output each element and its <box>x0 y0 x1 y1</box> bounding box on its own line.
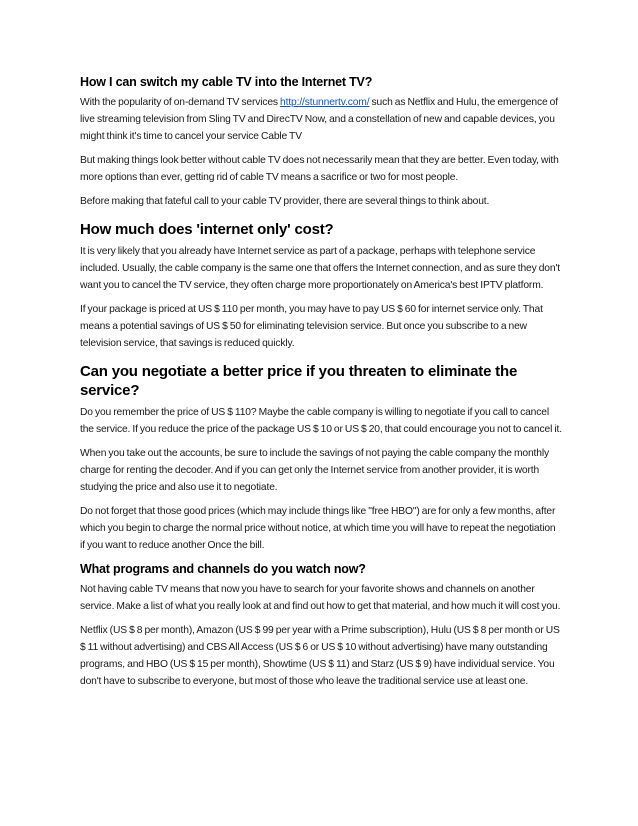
document-page <box>80 74 562 690</box>
heading-negotiate: Can you negotiate a better price if you threaten to eliminate the service? <box>80 363 518 399</box>
paragraph-before-call: Before making that fateful call to your cable TV provider, there are several things to think about. <box>80 196 490 207</box>
paragraph-accounts: When you take out the accounts, be sure to include the savings of not paying the cable company the monthly charge for renting the decoder. And if you can get only the Internet service from another provider, it is worth studying the price and also use it to negotiate. <box>80 448 549 493</box>
heading-programs-channels: What programs and channels do you watch now? <box>80 562 366 576</box>
paragraph-package: It is very likely that you already have Internet service as part of a package, perhaps with telephone service included. Usually, the cable company is the same one that offers the Internet connection, and as sure they don't want you to cancel the TV service, they often charge more proportionately on America's best IPTV platform. <box>80 246 560 291</box>
paragraph-streaming-prices: Netflix (US $ 8 per month), Amazon (US $ 99 per year with a Prime subscription), Hulu (US $ 8 per month or US $ 11 without advertising) and CBS All Access (US $ 6 or US $ 10 without advertising) have many outstanding programs, and HBO (US $ 15 per month), Showtime (US $ 11) and Starz (US $ 9) have individual service. You don't have to subscribe to everyone, but most of those who leave the traditional service use at least one. <box>80 625 560 687</box>
paragraph-better-without: But making things look better without cable TV does not necessarily mean that they are better. Even today, with more options than ever, getting rid of cable TV means a sacrifice or two for most people. <box>80 155 559 183</box>
paragraph-favorite-shows: Not having cable TV means that now you have to search for your favorite shows and channels on another service. Make a list of what you really look at and find out how to get that material, and how much it will cost you. <box>80 584 561 612</box>
heading-internet-only-cost: How much does 'internet only' cost? <box>80 221 334 238</box>
heading-switch-cable: How I can switch my cable TV into the Internet TV? <box>80 75 373 89</box>
paragraph-price-110: If your package is priced at US $ 110 per month, you may have to pay US $ 60 for internet service only. That means a potential savings of US $ 50 for eliminating television service. But once you subscribe to a new television service, that savings is reduced quickly. <box>80 304 543 349</box>
paragraph-remember-price: Do you remember the price of US $ 110? Maybe the cable company is willing to negotiate if you call to cancel the service. If you reduce the price of the package US $ 10 or US $ 20, that could encourage you not to cancel it. <box>80 407 562 435</box>
paragraph-popularity-end: such as Netflix and Hulu, the emergence of live streaming television from Sling TV and DirecTV Now, and a constellation of new and capable devices, you might think it's time to cancel your service Cable TV <box>80 97 558 142</box>
paragraph-good-prices: Do not forget that those good prices (which may include things like "free HBO") are for only a few months, after which you begin to charge the normal price without notice, at which time you will have to repeat the negotiation if you want to reduce another Once the bill. <box>80 506 556 551</box>
paragraph-popularity-start: With the popularity of on-demand TV services <box>80 97 281 108</box>
paragraph-popularity <box>80 94 562 145</box>
stunnertv-link[interactable]: http://stunnertv.com/ <box>280 97 370 108</box>
